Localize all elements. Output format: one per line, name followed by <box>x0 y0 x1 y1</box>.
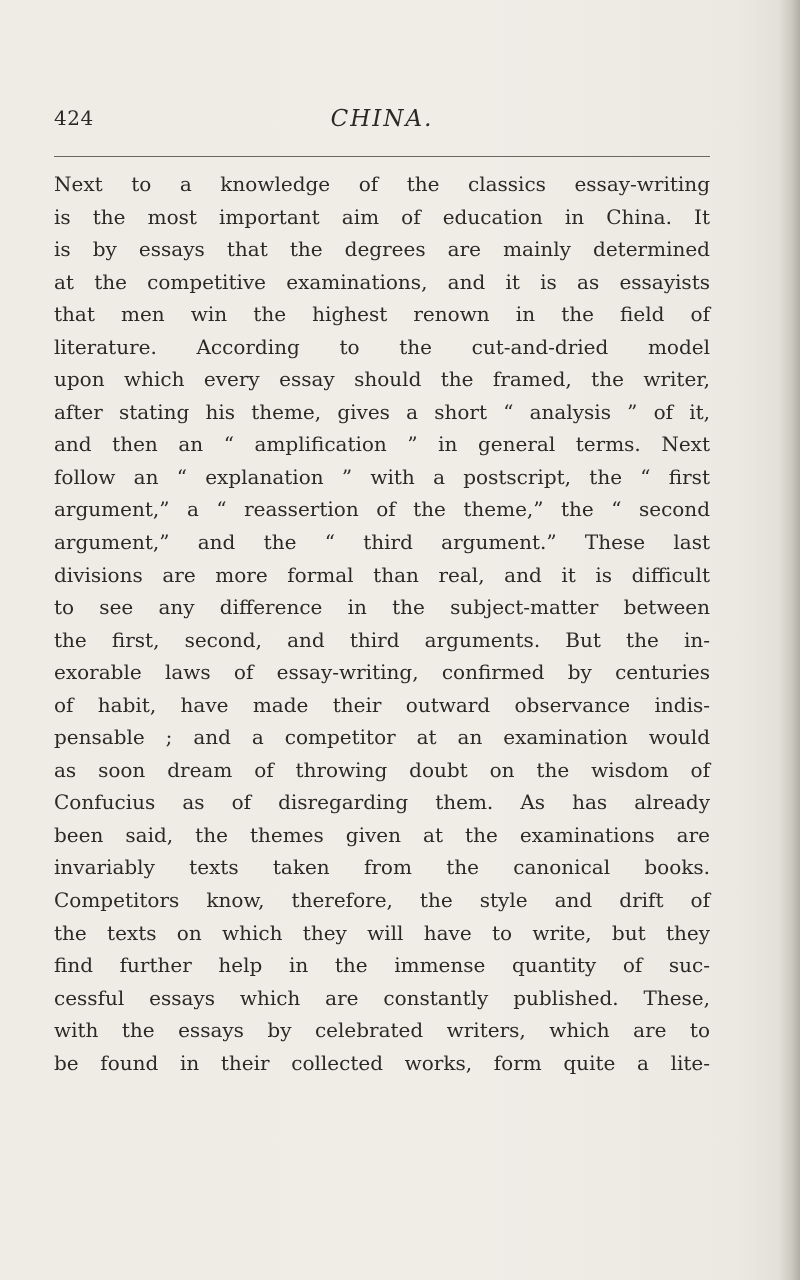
text-line: is by essays that the degrees are mainly determined <box>54 237 710 262</box>
text-line: argument,” and the “ third argument.” These last <box>54 530 710 555</box>
text-line: literature. According to the cut-and-dried model <box>54 334 710 359</box>
page-header <box>54 106 710 146</box>
text-line: cessful essays which are constantly published. These, <box>54 985 710 1010</box>
text-line: and then an “ amplification ” in general terms. Next <box>54 432 710 457</box>
text-line: been said, the themes given at the examinations are <box>54 822 710 847</box>
text-line: as soon dream of throwing doubt on the wisdom of <box>54 757 710 782</box>
body-text <box>54 168 710 1079</box>
text-line: after stating his theme, gives a short “ analysis ” of it, <box>54 399 710 424</box>
text-line: at the competitive examinations, and it is as essayists <box>54 269 710 294</box>
text-line: pensable ; and a competitor at an examination would <box>54 725 710 750</box>
text-line: is the most important aim of education in China. It <box>54 204 710 229</box>
text-line: find further help in the immense quantity of suc- <box>54 953 710 978</box>
page-edge-shadow <box>778 0 800 1280</box>
text-line: Next to a knowledge of the classics essay-writing <box>54 172 710 196</box>
text-line: of habit, have made their outward observance indis- <box>54 692 710 717</box>
text-line: Confucius as of disregarding them. As has already <box>54 790 710 815</box>
running-title: CHINA. <box>330 106 434 132</box>
text-line: upon which every essay should the framed, the writer, <box>54 367 710 392</box>
text-line: invariably texts taken from the canonical books. <box>54 855 710 880</box>
text-line: to see any difference in the subject-matter between <box>54 595 710 620</box>
header-rule <box>54 156 710 157</box>
text-line: Competitors know, therefore, the style and drift of <box>54 888 710 913</box>
text-line: the first, second, and third arguments. But the in- <box>54 627 710 652</box>
text-line: be found in their collected works, form quite a lite- <box>54 1050 710 1075</box>
page-number: 424 <box>54 106 94 130</box>
text-line: argument,” a “ reassertion of the theme,” the “ second <box>54 497 710 522</box>
text-line: with the essays by celebrated writers, which are to <box>54 1018 710 1043</box>
text-line: follow an “ explanation ” with a postscript, the “ first <box>54 464 710 489</box>
text-line: exorable laws of essay-writing, confirmed by centuries <box>54 660 710 685</box>
text-line: divisions are more formal than real, and it is difficult <box>54 562 710 587</box>
text-line: that men win the highest renown in the field of <box>54 302 710 327</box>
text-line: the texts on which they will have to write, but they <box>54 920 710 945</box>
